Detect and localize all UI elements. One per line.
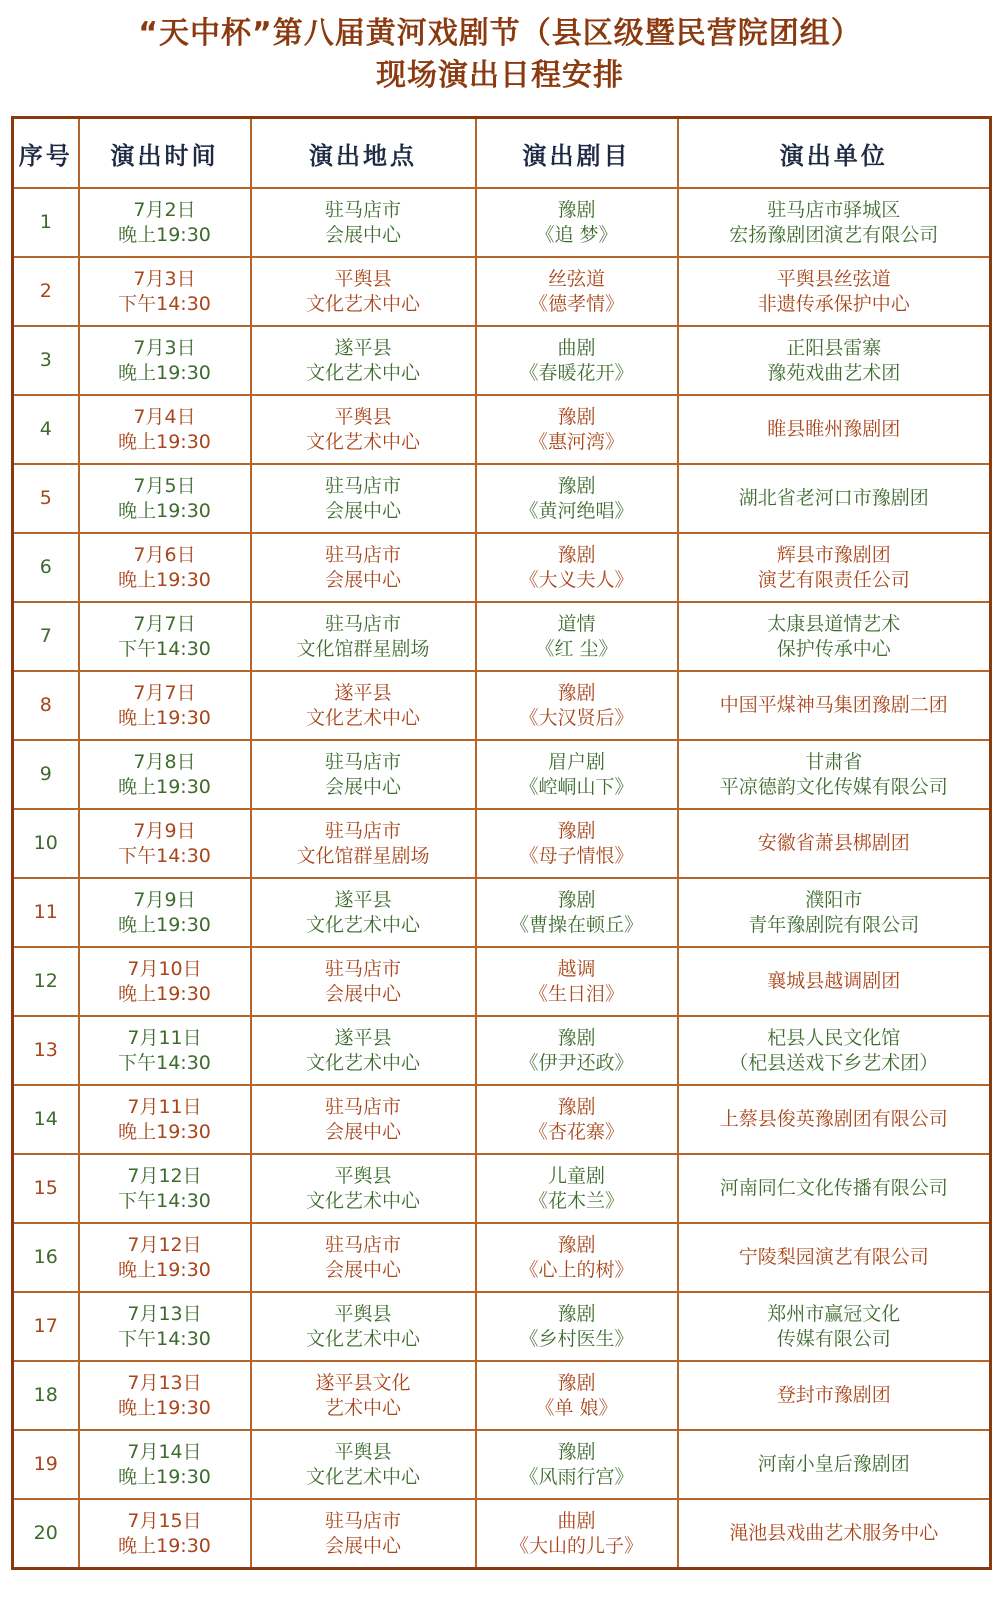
cell-number bbox=[13, 1223, 79, 1292]
table-body bbox=[13, 188, 991, 1569]
column-header-time: 演出时间 bbox=[79, 118, 251, 189]
show-time: 晚上19:30 bbox=[118, 1258, 211, 1281]
show-date: 7月12日 bbox=[127, 1164, 202, 1187]
play-title: 《崆峒山下》 bbox=[519, 775, 634, 798]
cell-number bbox=[13, 257, 79, 326]
cell-play bbox=[476, 809, 678, 878]
venue-city: 遂平县 bbox=[334, 1026, 392, 1049]
venue-name: 会展中心 bbox=[324, 1120, 401, 1143]
troupe-line1: 驻马店市驿城区 bbox=[767, 198, 901, 221]
play-title: 《单 娘》 bbox=[535, 1396, 618, 1419]
play-title: 《花木兰》 bbox=[528, 1189, 624, 1212]
play-genre: 曲剧 bbox=[557, 1509, 596, 1532]
play-genre: 豫剧 bbox=[557, 405, 596, 428]
show-date: 7月14日 bbox=[127, 1440, 202, 1463]
cell-venue bbox=[251, 464, 476, 533]
play-title: 《大汉贤后》 bbox=[519, 706, 634, 729]
cell-number bbox=[13, 464, 79, 533]
play-genre: 豫剧 bbox=[557, 1371, 596, 1394]
cell-play bbox=[476, 1016, 678, 1085]
show-date: 7月9日 bbox=[133, 819, 196, 842]
cell-time bbox=[79, 809, 251, 878]
cell-troupe bbox=[678, 464, 991, 533]
cell-number bbox=[13, 1430, 79, 1499]
cell-number bbox=[13, 740, 79, 809]
cell-play bbox=[476, 326, 678, 395]
cell-play bbox=[476, 947, 678, 1016]
venue-name: 会展中心 bbox=[324, 1534, 401, 1557]
venue-city: 平舆县 bbox=[334, 1164, 392, 1187]
troupe-line2: 平凉德韵文化传媒有限公司 bbox=[719, 775, 948, 798]
cell-play bbox=[476, 602, 678, 671]
table-row bbox=[13, 602, 991, 671]
row-number: 9 bbox=[39, 763, 52, 785]
venue-city: 平舆县 bbox=[334, 1440, 392, 1463]
cell-time bbox=[79, 533, 251, 602]
table-row bbox=[13, 740, 991, 809]
row-number: 16 bbox=[33, 1246, 58, 1268]
table-row bbox=[13, 671, 991, 740]
cell-time bbox=[79, 1154, 251, 1223]
play-genre: 道情 bbox=[557, 612, 596, 635]
cell-number bbox=[13, 947, 79, 1016]
cell-troupe bbox=[678, 602, 991, 671]
play-genre: 豫剧 bbox=[557, 543, 596, 566]
troupe-line1: 中国平煤神马集团豫剧二团 bbox=[719, 694, 948, 716]
cell-venue bbox=[251, 1085, 476, 1154]
play-genre: 豫剧 bbox=[557, 198, 596, 221]
venue-city: 驻马店市 bbox=[324, 198, 401, 221]
play-genre: 豫剧 bbox=[557, 1095, 596, 1118]
play-title: 《伊尹还政》 bbox=[519, 1051, 634, 1074]
venue-name: 会展中心 bbox=[324, 499, 401, 522]
play-title: 《大义夫人》 bbox=[519, 568, 634, 591]
cell-time bbox=[79, 1223, 251, 1292]
row-number: 10 bbox=[33, 832, 58, 854]
cell-play bbox=[476, 464, 678, 533]
cell-time bbox=[79, 1085, 251, 1154]
cell-play bbox=[476, 1223, 678, 1292]
cell-number bbox=[13, 1154, 79, 1223]
cell-time bbox=[79, 1430, 251, 1499]
play-genre: 丝弦道 bbox=[547, 267, 605, 290]
cell-troupe bbox=[678, 1499, 991, 1569]
play-title: 《乡村医生》 bbox=[519, 1327, 634, 1350]
cell-play bbox=[476, 740, 678, 809]
cell-time bbox=[79, 1361, 251, 1430]
cell-troupe bbox=[678, 1430, 991, 1499]
show-date: 7月9日 bbox=[133, 888, 196, 911]
table-row bbox=[13, 809, 991, 878]
play-genre: 豫剧 bbox=[557, 888, 596, 911]
troupe-line1: 安徽省萧县梆剧团 bbox=[757, 832, 910, 854]
cell-venue bbox=[251, 602, 476, 671]
cell-time bbox=[79, 740, 251, 809]
cell-troupe bbox=[678, 740, 991, 809]
cell-play bbox=[476, 1154, 678, 1223]
venue-name: 文化艺术中心 bbox=[305, 1051, 420, 1074]
cell-venue bbox=[251, 947, 476, 1016]
venue-name: 文化艺术中心 bbox=[305, 1327, 420, 1350]
show-time: 晚上19:30 bbox=[118, 1396, 211, 1419]
cell-number bbox=[13, 878, 79, 947]
row-number: 14 bbox=[33, 1108, 58, 1130]
cell-venue bbox=[251, 188, 476, 257]
cell-troupe bbox=[678, 1154, 991, 1223]
row-number: 20 bbox=[33, 1522, 58, 1544]
play-title: 《大山的儿子》 bbox=[509, 1534, 643, 1557]
cell-number bbox=[13, 1016, 79, 1085]
cell-venue bbox=[251, 740, 476, 809]
show-time: 晚上19:30 bbox=[118, 913, 211, 936]
play-genre: 豫剧 bbox=[557, 474, 596, 497]
cell-troupe bbox=[678, 671, 991, 740]
play-title: 《红 尘》 bbox=[535, 637, 618, 660]
table-row bbox=[13, 878, 991, 947]
cell-venue bbox=[251, 1499, 476, 1569]
column-header-play: 演出剧目 bbox=[476, 118, 678, 189]
venue-city: 遂平县 bbox=[334, 888, 392, 911]
venue-name: 文化馆群星剧场 bbox=[296, 637, 430, 660]
show-date: 7月3日 bbox=[133, 267, 196, 290]
venue-name: 会展中心 bbox=[324, 223, 401, 246]
row-number: 3 bbox=[39, 349, 52, 371]
row-number: 6 bbox=[39, 556, 52, 578]
venue-city: 驻马店市 bbox=[324, 1509, 401, 1532]
venue-city: 平舆县 bbox=[334, 267, 392, 290]
page-title-line2: 现场演出日程安排 bbox=[376, 58, 624, 93]
venue-city: 驻马店市 bbox=[324, 612, 401, 635]
cell-number bbox=[13, 671, 79, 740]
venue-name: 会展中心 bbox=[324, 1258, 401, 1281]
play-title: 《德孝情》 bbox=[528, 292, 624, 315]
show-date: 7月8日 bbox=[133, 750, 196, 773]
show-time: 下午14:30 bbox=[118, 844, 211, 867]
troupe-line2: 青年豫剧院有限公司 bbox=[748, 913, 920, 936]
show-time: 下午14:30 bbox=[118, 1051, 211, 1074]
show-date: 7月10日 bbox=[127, 957, 202, 980]
row-number: 8 bbox=[39, 694, 52, 716]
show-date: 7月2日 bbox=[133, 198, 196, 221]
schedule-table bbox=[11, 116, 992, 1570]
show-date: 7月11日 bbox=[127, 1026, 202, 1049]
cell-number bbox=[13, 395, 79, 464]
row-number: 18 bbox=[33, 1384, 58, 1406]
cell-play bbox=[476, 188, 678, 257]
cell-venue bbox=[251, 257, 476, 326]
show-date: 7月11日 bbox=[127, 1095, 202, 1118]
cell-troupe bbox=[678, 257, 991, 326]
venue-name: 会展中心 bbox=[324, 982, 401, 1005]
show-time: 下午14:30 bbox=[118, 1327, 211, 1350]
cell-time bbox=[79, 188, 251, 257]
show-time: 晚上19:30 bbox=[118, 1465, 211, 1488]
play-genre: 曲剧 bbox=[557, 336, 596, 359]
table-row bbox=[13, 1223, 991, 1292]
table-row bbox=[13, 1085, 991, 1154]
row-number: 15 bbox=[33, 1177, 58, 1199]
show-date: 7月13日 bbox=[127, 1371, 202, 1394]
cell-venue bbox=[251, 1292, 476, 1361]
cell-time bbox=[79, 1499, 251, 1569]
show-time: 晚上19:30 bbox=[118, 223, 211, 246]
troupe-line1: 辉县市豫剧团 bbox=[776, 543, 891, 566]
play-title: 《心上的树》 bbox=[519, 1258, 634, 1281]
troupe-line1: 甘肃省 bbox=[805, 750, 863, 773]
cell-venue bbox=[251, 395, 476, 464]
cell-number bbox=[13, 188, 79, 257]
cell-troupe bbox=[678, 878, 991, 947]
table-row bbox=[13, 326, 991, 395]
cell-time bbox=[79, 947, 251, 1016]
troupe-line1: 正阳县雷寨 bbox=[786, 336, 882, 359]
play-title: 《母子情恨》 bbox=[519, 844, 634, 867]
venue-city: 驻马店市 bbox=[324, 819, 401, 842]
venue-name: 会展中心 bbox=[324, 775, 401, 798]
table-row bbox=[13, 1016, 991, 1085]
cell-play bbox=[476, 671, 678, 740]
play-genre: 豫剧 bbox=[557, 1440, 596, 1463]
row-number: 7 bbox=[39, 625, 52, 647]
cell-play bbox=[476, 533, 678, 602]
play-genre: 豫剧 bbox=[557, 681, 596, 704]
table-row bbox=[13, 1430, 991, 1499]
cell-troupe bbox=[678, 1016, 991, 1085]
troupe-line1: 湖北省老河口市豫剧团 bbox=[738, 487, 929, 509]
row-number: 12 bbox=[33, 970, 58, 992]
venue-name: 文化馆群星剧场 bbox=[296, 844, 430, 867]
table-row bbox=[13, 464, 991, 533]
venue-city: 遂平县文化 bbox=[315, 1371, 411, 1394]
troupe-line1: 平舆县丝弦道 bbox=[776, 267, 891, 290]
play-title: 《风雨行宫》 bbox=[519, 1465, 634, 1488]
venue-city: 平舆县 bbox=[334, 1302, 392, 1325]
venue-city: 驻马店市 bbox=[324, 750, 401, 773]
cell-number bbox=[13, 326, 79, 395]
row-number: 2 bbox=[39, 280, 52, 302]
cell-play bbox=[476, 1085, 678, 1154]
show-time: 晚上19:30 bbox=[118, 706, 211, 729]
column-header-number: 序号 bbox=[13, 118, 79, 189]
venue-city: 遂平县 bbox=[334, 336, 392, 359]
venue-name: 文化艺术中心 bbox=[305, 292, 420, 315]
troupe-line1: 睢县睢州豫剧团 bbox=[767, 418, 901, 440]
play-title: 《惠河湾》 bbox=[528, 430, 624, 453]
table-row bbox=[13, 1154, 991, 1223]
show-date: 7月5日 bbox=[133, 474, 196, 497]
cell-time bbox=[79, 395, 251, 464]
row-number: 1 bbox=[39, 211, 52, 233]
cell-venue bbox=[251, 533, 476, 602]
show-time: 下午14:30 bbox=[118, 637, 211, 660]
show-time: 晚上19:30 bbox=[118, 982, 211, 1005]
table-row bbox=[13, 1292, 991, 1361]
play-title: 《黄河绝唱》 bbox=[519, 499, 634, 522]
troupe-line1: 渑池县戏曲艺术服务中心 bbox=[729, 1522, 939, 1544]
show-date: 7月15日 bbox=[127, 1509, 202, 1532]
show-time: 晚上19:30 bbox=[118, 1120, 211, 1143]
cell-time bbox=[79, 464, 251, 533]
cell-venue bbox=[251, 671, 476, 740]
cell-troupe bbox=[678, 533, 991, 602]
cell-time bbox=[79, 878, 251, 947]
venue-city: 平舆县 bbox=[334, 405, 392, 428]
cell-time bbox=[79, 1292, 251, 1361]
cell-number bbox=[13, 1361, 79, 1430]
venue-name: 文化艺术中心 bbox=[305, 430, 420, 453]
play-title: 《生日泪》 bbox=[528, 982, 624, 1005]
cell-number bbox=[13, 809, 79, 878]
cell-troupe bbox=[678, 1361, 991, 1430]
cell-venue bbox=[251, 809, 476, 878]
cell-number bbox=[13, 1085, 79, 1154]
show-date: 7月6日 bbox=[133, 543, 196, 566]
troupe-line2: 传媒有限公司 bbox=[776, 1327, 891, 1350]
cell-venue bbox=[251, 326, 476, 395]
venue-name: 文化艺术中心 bbox=[305, 1465, 420, 1488]
play-genre: 眉户剧 bbox=[547, 750, 605, 773]
cell-venue bbox=[251, 1016, 476, 1085]
venue-city: 遂平县 bbox=[334, 681, 392, 704]
venue-name: 艺术中心 bbox=[324, 1396, 401, 1419]
show-date: 7月4日 bbox=[133, 405, 196, 428]
cell-number bbox=[13, 602, 79, 671]
show-date: 7月7日 bbox=[133, 681, 196, 704]
cell-troupe bbox=[678, 947, 991, 1016]
cell-time bbox=[79, 257, 251, 326]
column-header-troupe: 演出单位 bbox=[678, 118, 991, 189]
show-time: 下午14:30 bbox=[118, 292, 211, 315]
venue-city: 驻马店市 bbox=[324, 957, 401, 980]
cell-troupe bbox=[678, 395, 991, 464]
cell-number bbox=[13, 1292, 79, 1361]
show-time: 晚上19:30 bbox=[118, 361, 211, 384]
show-date: 7月13日 bbox=[127, 1302, 202, 1325]
troupe-line1: 河南同仁文化传播有限公司 bbox=[719, 1177, 948, 1199]
page-title-line1: “天中杯”第八届黄河戏剧节（县区级暨民营院团组） bbox=[138, 16, 862, 51]
play-title: 《曹操在顿丘》 bbox=[509, 913, 643, 936]
troupe-line1: 宁陵梨园演艺有限公司 bbox=[738, 1246, 929, 1268]
show-time: 晚上19:30 bbox=[118, 1534, 211, 1557]
venue-city: 驻马店市 bbox=[324, 543, 401, 566]
show-date: 7月3日 bbox=[133, 336, 196, 359]
cell-play bbox=[476, 1430, 678, 1499]
show-date: 7月12日 bbox=[127, 1233, 202, 1256]
cell-time bbox=[79, 1016, 251, 1085]
show-time: 下午14:30 bbox=[118, 1189, 211, 1212]
cell-number bbox=[13, 1499, 79, 1569]
play-genre: 越调 bbox=[557, 957, 596, 980]
table-row bbox=[13, 1361, 991, 1430]
cell-play bbox=[476, 878, 678, 947]
show-time: 晚上19:30 bbox=[118, 775, 211, 798]
troupe-line1: 上蔡县俊英豫剧团有限公司 bbox=[719, 1108, 948, 1130]
row-number: 17 bbox=[33, 1315, 58, 1337]
troupe-line2: 演艺有限责任公司 bbox=[757, 568, 910, 591]
cell-time bbox=[79, 326, 251, 395]
table-row bbox=[13, 188, 991, 257]
play-title: 《杏花寨》 bbox=[528, 1120, 624, 1143]
troupe-line1: 杞县人民文化馆 bbox=[767, 1026, 901, 1049]
cell-troupe bbox=[678, 1085, 991, 1154]
cell-troupe bbox=[678, 188, 991, 257]
troupe-line1: 太康县道情艺术 bbox=[767, 612, 901, 635]
venue-name: 文化艺术中心 bbox=[305, 361, 420, 384]
play-genre: 豫剧 bbox=[557, 1302, 596, 1325]
cell-troupe bbox=[678, 1292, 991, 1361]
cell-play bbox=[476, 1499, 678, 1569]
cell-venue bbox=[251, 1154, 476, 1223]
cell-time bbox=[79, 671, 251, 740]
troupe-line1: 襄城县越调剧团 bbox=[767, 970, 901, 992]
cell-play bbox=[476, 395, 678, 464]
cell-troupe bbox=[678, 1223, 991, 1292]
venue-city: 驻马店市 bbox=[324, 1095, 401, 1118]
show-time: 晚上19:30 bbox=[118, 499, 211, 522]
play-title: 《追 梦》 bbox=[535, 223, 618, 246]
cell-troupe bbox=[678, 326, 991, 395]
column-header-venue: 演出地点 bbox=[251, 118, 476, 189]
row-number: 4 bbox=[39, 418, 52, 440]
table-row bbox=[13, 1499, 991, 1569]
troupe-line2: （杞县送戏下乡艺术团） bbox=[729, 1051, 939, 1074]
troupe-line2: 豫苑戏曲艺术团 bbox=[767, 361, 901, 384]
show-date: 7月7日 bbox=[133, 612, 196, 635]
table-row bbox=[13, 395, 991, 464]
cell-venue bbox=[251, 1361, 476, 1430]
venue-city: 驻马店市 bbox=[324, 474, 401, 497]
table-row bbox=[13, 533, 991, 602]
cell-play bbox=[476, 1292, 678, 1361]
cell-venue bbox=[251, 1223, 476, 1292]
table-header-row bbox=[13, 118, 991, 189]
row-number: 11 bbox=[33, 901, 58, 923]
cell-troupe bbox=[678, 809, 991, 878]
play-title: 《春暖花开》 bbox=[519, 361, 634, 384]
row-number: 13 bbox=[33, 1039, 58, 1061]
table-row bbox=[13, 257, 991, 326]
troupe-line1: 郑州市赢冠文化 bbox=[767, 1302, 901, 1325]
troupe-line1: 河南小皇后豫剧团 bbox=[757, 1453, 910, 1475]
cell-venue bbox=[251, 878, 476, 947]
troupe-line2: 宏扬豫剧团演艺有限公司 bbox=[729, 223, 939, 246]
venue-name: 文化艺术中心 bbox=[305, 706, 420, 729]
row-number: 5 bbox=[39, 487, 52, 509]
play-genre: 儿童剧 bbox=[547, 1164, 605, 1187]
row-number: 19 bbox=[33, 1453, 58, 1475]
show-time: 晚上19:30 bbox=[118, 568, 211, 591]
venue-city: 驻马店市 bbox=[324, 1233, 401, 1256]
troupe-line2: 非遗传承保护中心 bbox=[757, 292, 910, 315]
play-genre: 豫剧 bbox=[557, 1026, 596, 1049]
play-genre: 豫剧 bbox=[557, 1233, 596, 1256]
venue-name: 会展中心 bbox=[324, 568, 401, 591]
table-row bbox=[13, 947, 991, 1016]
cell-number bbox=[13, 533, 79, 602]
troupe-line2: 保护传承中心 bbox=[776, 637, 891, 660]
cell-venue bbox=[251, 1430, 476, 1499]
play-genre: 豫剧 bbox=[557, 819, 596, 842]
cell-time bbox=[79, 602, 251, 671]
troupe-line1: 濮阳市 bbox=[805, 888, 863, 911]
cell-play bbox=[476, 1361, 678, 1430]
venue-name: 文化艺术中心 bbox=[305, 1189, 420, 1212]
cell-play bbox=[476, 257, 678, 326]
troupe-line1: 登封市豫剧团 bbox=[776, 1384, 891, 1406]
venue-name: 文化艺术中心 bbox=[305, 913, 420, 936]
show-time: 晚上19:30 bbox=[118, 430, 211, 453]
